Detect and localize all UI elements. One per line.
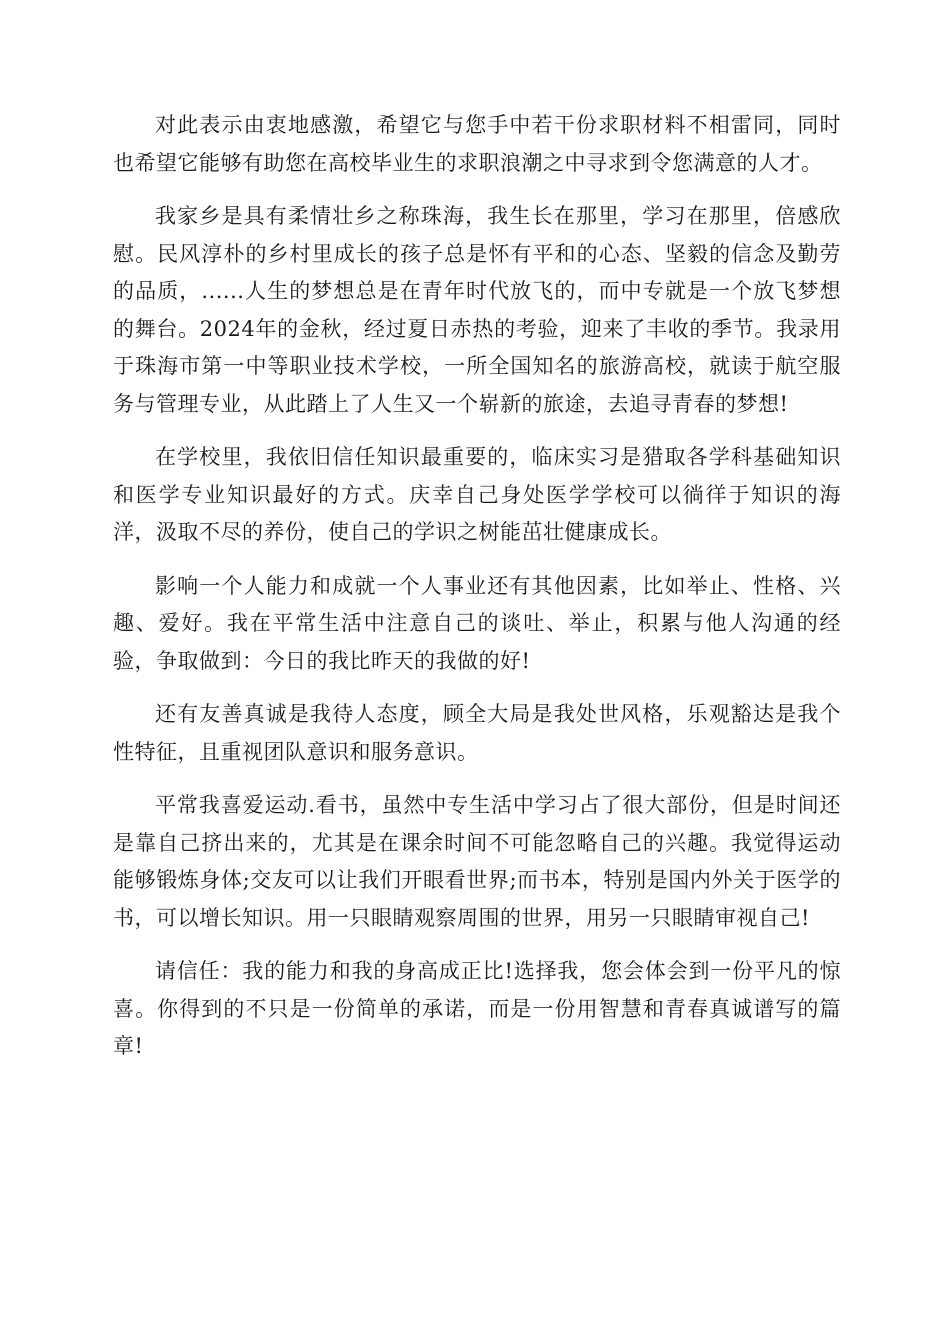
paragraph-closing: 请信任：我的能力和我的身高成正比!选择我，您会体会到一份平凡的惊喜。你得到的不只是一份简单的承诺，而是一份用智慧和青春真诚谱写的篇章! [113, 959, 841, 1058]
paragraph-hometown: 我家乡是具有柔情壮乡之称珠海，我生长在那里，学习在那里，倍感欣慰。民风淳朴的乡村里成长的孩子总是怀有平和的心态、坚毅的信念及勤劳的品质，......人生的梦想总是在青年时代放飞的，而中专就是一个放飞梦想的舞台。2024年的金秋，经过夏日赤热的考验，迎来了丰收的季节。我录用于珠海市第一中等职业技术学校，一所全国知名的旅游高校，就读于航空服务与管理专业，从此踏上了人生又一个崭新的旅途，去追寻青春的梦想! [113, 204, 841, 416]
paragraph-personality: 还有友善真诚是我待人态度，顾全大局是我处世风格，乐观豁达是我个性特征，且重视团队意识和服务意识。 [113, 702, 841, 764]
paragraph-gratitude: 对此表示由衷地感激，希望它与您手中若干份求职材料不相雷同，同时也希望它能够有助您在高校毕业生的求职浪潮之中寻求到令您满意的人才。 [113, 113, 841, 175]
paragraph-hobbies: 平常我喜爱运动.看书，虽然中专生活中学习占了很大部份，但是时间还是靠自己挤出来的，尤其是在课余时间不可能忽略自己的兴趣。我觉得运动能够锻炼身体;交友可以让我们开眼看世界;而书本，特别是国内外关于医学的书，可以增长知识。用一只眼睛观察周围的世界，用另一只眼睛审视自己! [113, 793, 841, 930]
paragraph-school: 在学校里，我依旧信任知识最重要的，临床实习是猎取各学科基础知识和医学专业知识最好的方式。庆幸自己身处医学学校可以徜徉于知识的海洋，汲取不尽的养份，使自己的学识之树能茁壮健康成长。 [113, 445, 841, 544]
paragraph-abilities: 影响一个人能力和成就一个人事业还有其他因素，比如举止、性格、兴趣、爱好。我在平常生活中注意自己的谈吐、举止，积累与他人沟通的经验，争取做到：今日的我比昨天的我做的好! [113, 573, 841, 673]
document-page [113, 107, 841, 1082]
